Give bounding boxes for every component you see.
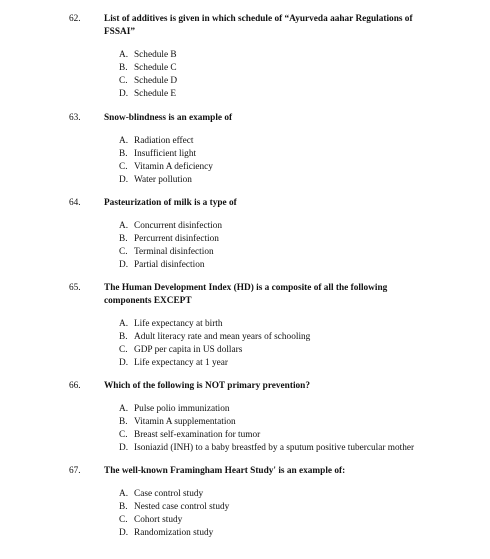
option-text: Life expectancy at 1 year bbox=[134, 358, 228, 368]
option-text: Vitamin A supplementation bbox=[134, 417, 236, 427]
option-letter: B. bbox=[119, 234, 128, 244]
option-text: Radiation effect bbox=[134, 136, 194, 146]
option-c bbox=[119, 429, 414, 442]
option-d bbox=[119, 357, 310, 370]
option-letter: B. bbox=[119, 63, 128, 73]
option-a bbox=[119, 49, 177, 62]
option-b bbox=[119, 331, 310, 344]
option-letter: C. bbox=[119, 430, 128, 440]
option-list bbox=[119, 135, 213, 187]
option-b bbox=[119, 416, 414, 429]
option-a bbox=[119, 488, 229, 501]
option-letter: C. bbox=[119, 345, 128, 355]
option-text: Concurrent disinfection bbox=[134, 221, 223, 231]
option-list bbox=[119, 488, 229, 540]
question-text: The Human Development Index (HD) is a composite of all the following components EXCEPT bbox=[104, 283, 388, 306]
option-d bbox=[119, 527, 229, 540]
option-c bbox=[119, 344, 310, 357]
option-c bbox=[119, 514, 229, 527]
option-list bbox=[119, 403, 414, 455]
option-letter: B. bbox=[119, 332, 128, 342]
question-number: 63. bbox=[69, 113, 81, 123]
option-c bbox=[119, 161, 213, 174]
option-text: GDP per capita in US dollars bbox=[134, 345, 243, 355]
option-text: Partial disinfection bbox=[134, 260, 205, 270]
option-text: Life expectancy at birth bbox=[134, 319, 223, 329]
question-number: 62. bbox=[69, 14, 81, 24]
option-list bbox=[119, 318, 310, 370]
option-letter: B. bbox=[119, 149, 128, 159]
option-letter: A. bbox=[119, 221, 129, 231]
option-d bbox=[119, 259, 222, 272]
option-letter: A. bbox=[119, 136, 129, 146]
option-d bbox=[119, 174, 213, 187]
option-letter: C. bbox=[119, 515, 128, 525]
option-text: Adult literacy rate and mean years of schooling bbox=[134, 332, 311, 342]
option-letter: C. bbox=[119, 162, 128, 172]
option-text: Schedule E bbox=[134, 89, 177, 99]
option-text: Randomization study bbox=[134, 528, 214, 538]
option-text: Pulse polio immunization bbox=[134, 404, 230, 414]
option-text: Nested case control study bbox=[134, 502, 230, 512]
option-letter: D. bbox=[119, 260, 129, 270]
option-letter: A. bbox=[119, 50, 129, 60]
option-letter: D. bbox=[119, 443, 129, 453]
option-text: Vitamin A deficiency bbox=[134, 162, 213, 172]
question-number: 65. bbox=[69, 283, 81, 293]
option-text: Water pollution bbox=[134, 175, 192, 185]
option-d bbox=[119, 442, 414, 455]
question-text: List of additives is given in which schedule of “Ayurveda aahar Regulations of FSSAI” bbox=[104, 14, 413, 37]
question-number: 64. bbox=[69, 198, 81, 208]
option-letter: C. bbox=[119, 247, 128, 257]
option-list bbox=[119, 49, 177, 101]
question-text: Which of the following is NOT primary prevention? bbox=[104, 381, 311, 391]
option-letter: A. bbox=[119, 404, 129, 414]
option-letter: D. bbox=[119, 89, 129, 99]
question-number: 66. bbox=[69, 381, 81, 391]
option-c bbox=[119, 246, 222, 259]
option-letter: D. bbox=[119, 528, 129, 538]
option-text: Schedule B bbox=[134, 50, 177, 60]
option-letter: A. bbox=[119, 319, 129, 329]
question-text: Pasteurization of milk is a type of bbox=[104, 198, 237, 208]
option-text: Schedule C bbox=[134, 63, 177, 73]
option-b bbox=[119, 501, 229, 514]
option-a bbox=[119, 403, 414, 416]
option-text: Isoniazid (INH) to a baby breastfed by a sputum positive tubercular mother bbox=[134, 443, 415, 453]
option-text: Terminal disinfection bbox=[134, 247, 214, 257]
option-letter: D. bbox=[119, 358, 129, 368]
option-list bbox=[119, 220, 222, 272]
option-text: Insufficient light bbox=[134, 149, 197, 159]
option-letter: B. bbox=[119, 417, 128, 427]
option-text: Cohort study bbox=[134, 515, 183, 525]
option-text: Percurrent disinfection bbox=[134, 234, 219, 244]
option-letter: D. bbox=[119, 175, 129, 185]
option-c bbox=[119, 75, 177, 88]
option-text: Case control study bbox=[134, 489, 204, 499]
option-b bbox=[119, 62, 177, 75]
question-text: The well-known Framingham Heart Study' is an example of: bbox=[104, 466, 346, 476]
option-letter: C. bbox=[119, 76, 128, 86]
option-b bbox=[119, 233, 222, 246]
question-text: Snow-blindness is an example of bbox=[104, 113, 233, 123]
option-b bbox=[119, 148, 213, 161]
option-letter: B. bbox=[119, 502, 128, 512]
option-text: Schedule D bbox=[134, 76, 178, 86]
option-d bbox=[119, 88, 177, 101]
option-a bbox=[119, 135, 213, 148]
option-a bbox=[119, 220, 222, 233]
option-letter: A. bbox=[119, 489, 129, 499]
option-text: Breast self-examination for tumor bbox=[134, 430, 261, 440]
question-number: 67. bbox=[69, 466, 81, 476]
option-a bbox=[119, 318, 310, 331]
